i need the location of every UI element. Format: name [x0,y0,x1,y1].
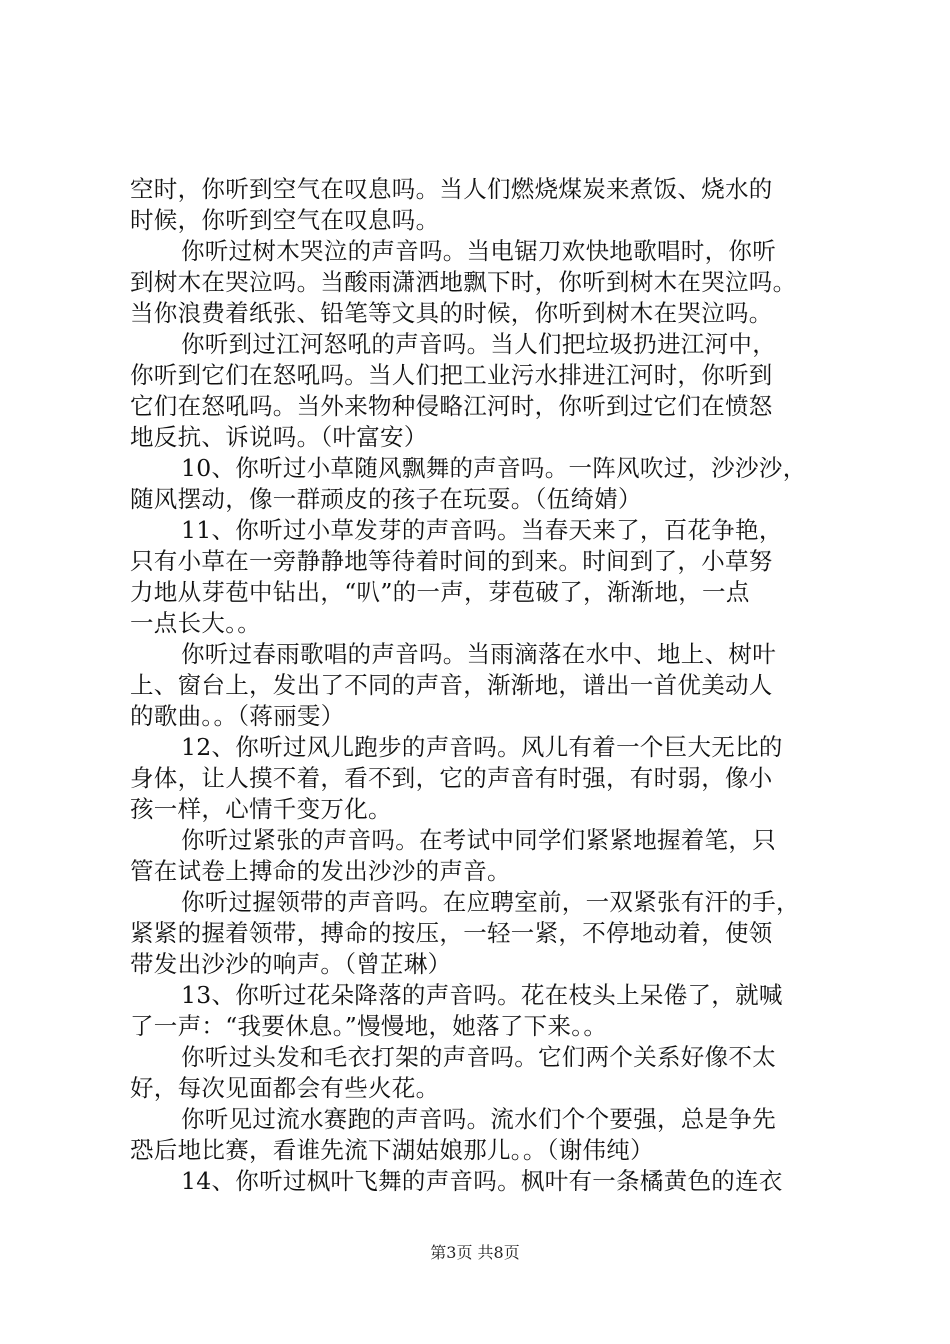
text-line: 它们在怒吼吗。当外来物种侵略江河时，你听到过它们在愤怒 [130,392,773,420]
text-line: 你听过握领带的声音吗。在应聘室前，一双紧张有汗的手， [181,888,800,916]
page-number-footer: 第3页 共8页 [430,1243,520,1262]
text-line: 恐后地比赛，看谁先流下湖姑娘那儿。。（谢伟纯） [130,1136,654,1164]
text-line: 的歌曲。。（蒋丽雯） [130,702,345,730]
text-line: 当你浪费着纸张、铅笔等文具的时候，你听到树木在哭泣吗。 [130,299,773,327]
text-line: 空时，你听到空气在叹息吗。当人们燃烧煤炭来煮饭、烧水的 [130,175,773,203]
text-line: 紧紧的握着领带，搏命的按压，一轻一紧，不停地动着，使领 [130,919,773,947]
text-line: 到树木在哭泣吗。当酸雨潇洒地飘下时，你听到树木在哭泣吗。 [130,268,797,296]
text-line: 你听过紧张的声音吗。在考试中同学们紧紧地握着笔，只 [181,826,776,854]
text-line: 13、你听过花朵降落的声音吗。花在枝头上呆倦了，就喊 [181,981,783,1009]
text-line: 好，每次见面都会有些火花。 [130,1074,440,1102]
text-line: 14、你听过枫叶飞舞的声音吗。枫叶有一条橘黄色的连衣 [181,1167,783,1195]
text-line: 12、你听过风儿跑步的声音吗。风儿有着一个巨大无比的 [181,733,783,761]
text-line: 地反抗、诉说吗。（叶富安） [130,423,428,451]
text-line: 你听到它们在怒吼吗。当人们把工业污水排进江河时，你听到 [130,361,773,389]
text-line: 上、窗台上，发出了不同的声音，渐渐地，谱出一首优美动人 [130,671,773,699]
text-line: 你听过春雨歌唱的声音吗。当雨滴落在水中、地上、树叶 [181,640,776,668]
text-line: 11、你听过小草发芽的声音吗。当春天来了，百花争艳， [181,516,783,544]
text-line: 你听过头发和毛衣打架的声音吗。它们两个关系好像不太 [181,1043,776,1071]
text-line: 一点长大。。 [130,609,262,637]
text-line: 管在试卷上搏命的发出沙沙的声音。 [130,857,511,885]
text-line: 身体，让人摸不着，看不到，它的声音有时强，有时弱，像小 [130,764,773,792]
text-line: 时候，你听到空气在叹息吗。 [130,206,440,234]
text-line: 随风摆动，像一群顽皮的孩子在玩耍。（伍绮婧） [130,485,642,513]
text-line: 了一声：“我要休息。”慢慢地，她落了下来。。 [130,1012,608,1040]
text-line: 带发出沙沙的响声。（曾芷琳） [130,950,452,978]
text-line: 力地从芽苞中钻出，“叭”的一声，芽苞破了，渐渐地，一点 [130,578,750,606]
document-body [130,174,835,1197]
text-line: 你听见过流水赛跑的声音吗。流水们个个要强，总是争先 [181,1105,776,1133]
text-line: 你听到过江河怒吼的声音吗。当人们把垃圾扔进江河中， [181,330,776,358]
text-line: 你听过树木哭泣的声音吗。当电锯刀欢快地歌唱时，你听 [181,237,776,265]
text-line: 孩一样，心情千变万化。 [130,795,392,823]
text-line: 只有小草在一旁静静地等待着时间的到来。时间到了，小草努 [130,547,773,575]
text-line: 10、你听过小草随风飘舞的声音吗。一阵风吹过，沙沙沙， [181,454,807,482]
